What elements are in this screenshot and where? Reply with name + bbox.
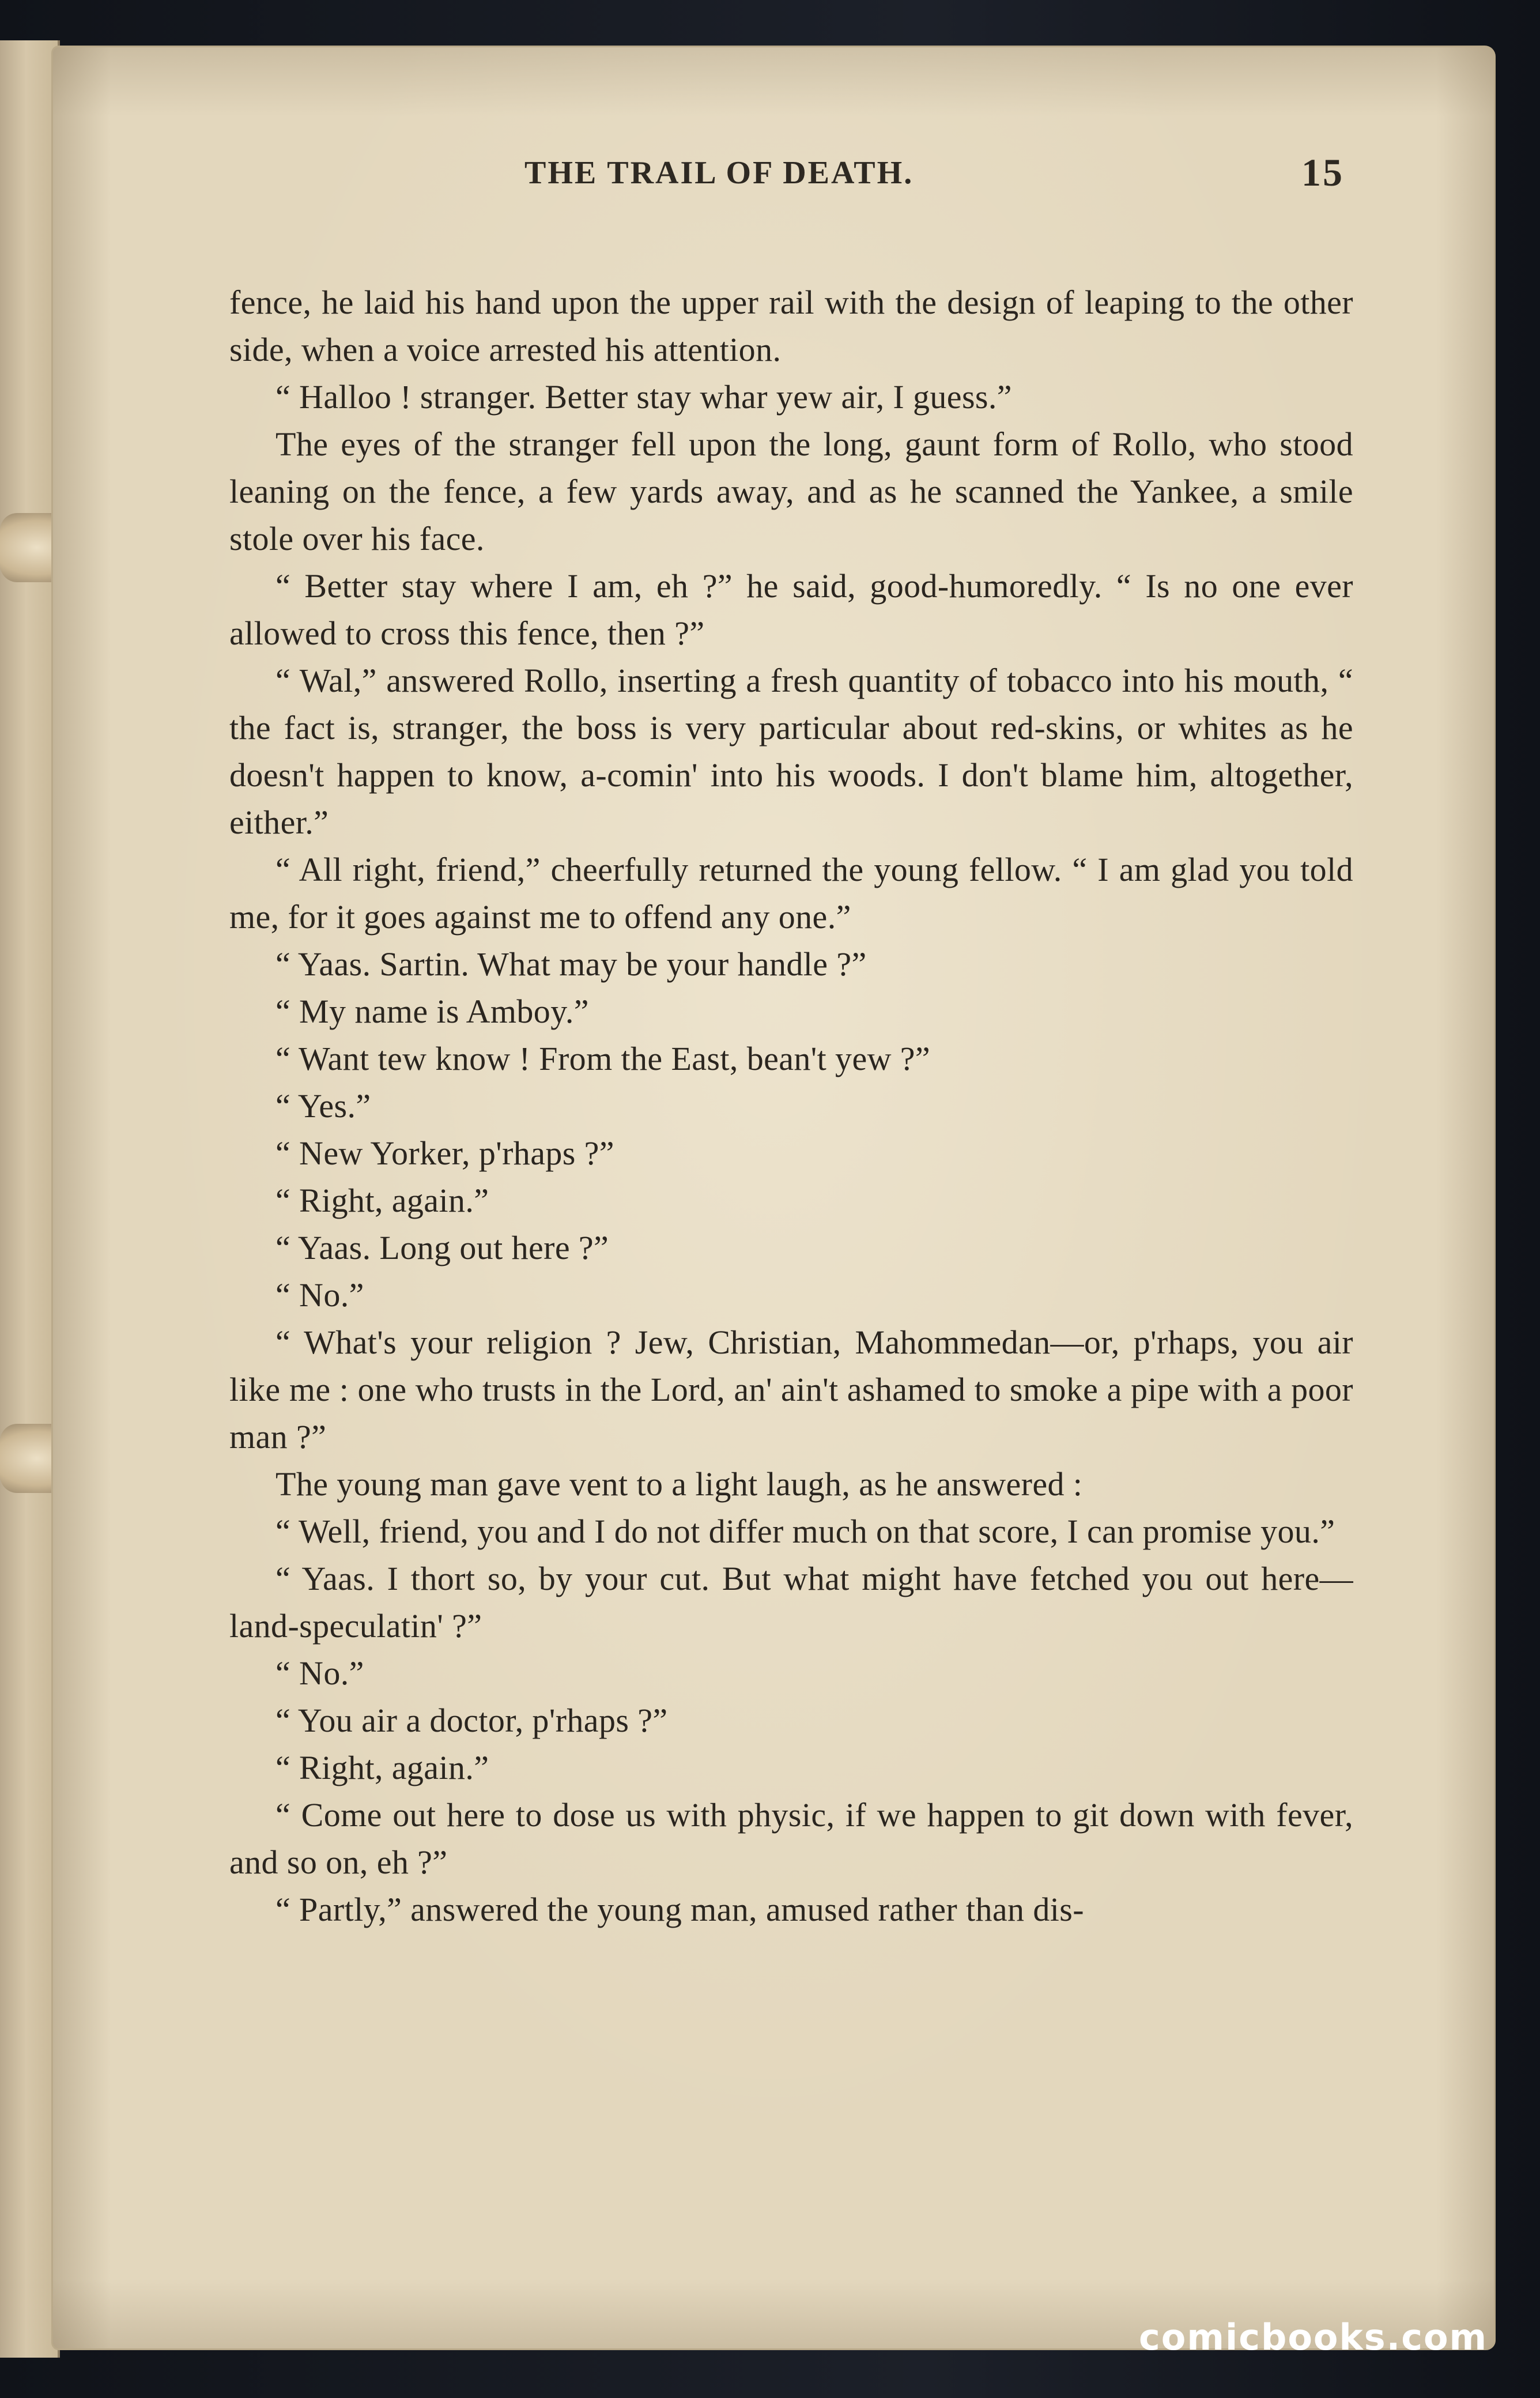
paragraph: “ Halloo ! stranger. Better stay whar yew air, I guess.” bbox=[275, 378, 1012, 416]
paragraph: “ Yes.” bbox=[275, 1087, 371, 1125]
page-header bbox=[524, 150, 1389, 201]
paragraph: “ No.” bbox=[275, 1276, 364, 1314]
paragraph: “ Yaas. I thort so, by your cut. But what might have fetched you out here—land-speculatin' ?” bbox=[229, 1560, 1353, 1645]
watermark: comicbooks.com bbox=[1139, 2316, 1488, 2358]
paragraph: “ What's your religion ? Jew, Christian, Mahommedan—or, p'rhaps, you air like me : one who trusts in the Lord, an' ain't ashamed to smoke a pipe with a poor man ?” bbox=[229, 1324, 1353, 1456]
paragraph: “ My name is Amboy.” bbox=[275, 993, 589, 1030]
paragraph: “ Partly,” answered the young man, amused rather than dis- bbox=[275, 1891, 1084, 1928]
paragraph: “ Better stay where I am, eh ?” he said, good-humoredly. “ Is no one ever allowed to cross this fence, then ?” bbox=[229, 567, 1353, 652]
paragraph: “ Well, friend, you and I do not differ much on that score, I can promise you.” bbox=[275, 1513, 1335, 1550]
paragraph: “ Want tew know ! From the East, bean't yew ?” bbox=[275, 1040, 931, 1077]
page-number: 15 bbox=[1301, 150, 1344, 194]
left-page-edge bbox=[0, 40, 60, 2358]
running-title: THE TRAIL OF DEATH. bbox=[524, 155, 914, 191]
paragraph: “ All right, friend,” cheerfully returned the young fellow. “ I am glad you told me, for it goes against me to offend any one.” bbox=[229, 851, 1353, 936]
paragraph: “ Right, again.” bbox=[275, 1749, 489, 1786]
paragraph: “ You air a doctor, p'rhaps ?” bbox=[275, 1702, 668, 1739]
paragraph: “ Right, again.” bbox=[275, 1182, 489, 1219]
paragraph: “ Come out here to dose us with physic, if we happen to git down with fever, and so on, eh ?” bbox=[229, 1796, 1353, 1881]
body-text bbox=[229, 279, 1353, 1933]
paragraph: The eyes of the stranger fell upon the long, gaunt form of Rollo, who stood leaning on the fence, a few yards away, and as he scanned the Yankee, a smile stole over his face. bbox=[229, 425, 1353, 557]
paragraph: “ No.” bbox=[275, 1654, 364, 1692]
paragraph: “ Yaas. Long out here ?” bbox=[275, 1229, 609, 1266]
paragraph: The young man gave vent to a light laugh, as he answered : bbox=[275, 1465, 1083, 1503]
paragraph: fence, he laid his hand upon the upper rail with the design of leaping to the other side, when a voice arrested his attention. bbox=[229, 284, 1353, 368]
paragraph: “ Yaas. Sartin. What may be your handle ?” bbox=[275, 945, 867, 983]
paragraph: “ Wal,” answered Rollo, inserting a fresh quantity of tobacco into his mouth, “ the fact is, stranger, the boss is very particular about red-skins, or whites as he doesn't happen to know, a-comin' into his woods. I don't blame him, altogether, either.” bbox=[229, 662, 1353, 841]
paragraph: “ New Yorker, p'rhaps ?” bbox=[275, 1134, 614, 1172]
